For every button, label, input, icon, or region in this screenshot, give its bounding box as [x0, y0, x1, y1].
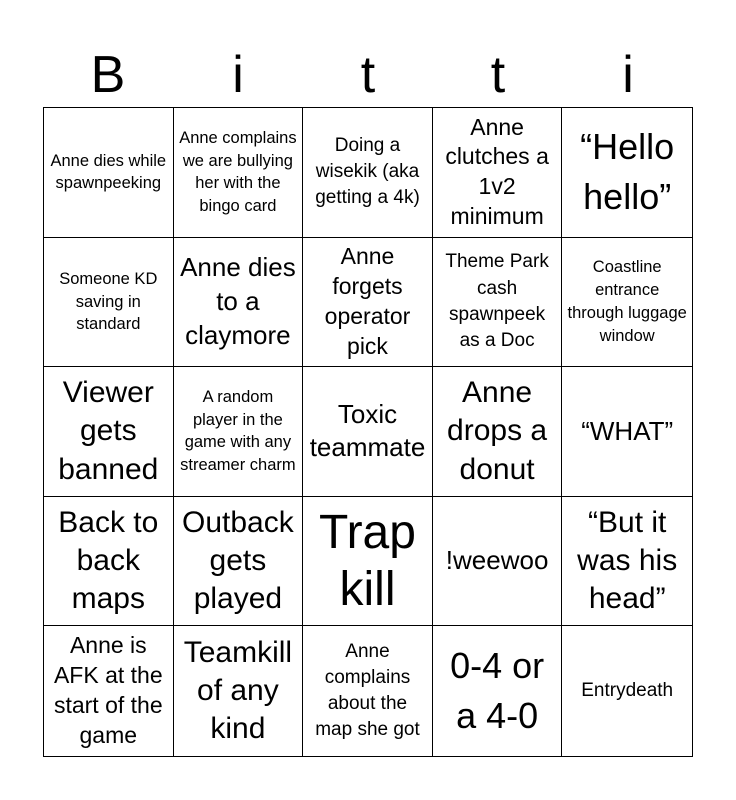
title-letter: i	[232, 46, 244, 104]
cell-text: 0-4 or a 4-0	[450, 644, 545, 737]
bingo-cell[interactable]	[562, 238, 692, 368]
title-letter: B	[90, 46, 126, 104]
cell-text: Anne dies to a claymore	[180, 252, 296, 350]
title-letter: t	[490, 46, 506, 104]
cell-text: Anne is AFK at the start of the game	[53, 632, 163, 749]
bingo-cell[interactable]	[433, 108, 563, 238]
cell-text: Outback gets played	[182, 505, 294, 616]
bingo-cell[interactable]	[433, 238, 563, 368]
bingo-board	[43, 107, 693, 757]
cell-text: Toxic teammate	[309, 398, 426, 463]
cell-text: A random player in the game with any streamer charm	[180, 387, 296, 475]
cell-text: Anne dies while spawnpeeking	[50, 151, 167, 193]
bingo-cell[interactable]	[44, 626, 174, 756]
cell-text: Anne forgets operator pick	[324, 243, 411, 359]
bingo-cell[interactable]	[303, 497, 433, 627]
cell-text: Anne complains we are bullying her with the bingo card	[179, 128, 297, 216]
cell-text: !weewoo	[445, 545, 549, 576]
bingo-cell[interactable]	[562, 108, 692, 238]
cell-text: Trap kill	[319, 505, 416, 617]
bingo-cell[interactable]	[174, 497, 304, 627]
bingo-cell[interactable]	[303, 108, 433, 238]
cell-text: Teamkill of any kind	[183, 636, 293, 746]
cell-text: “WHAT”	[581, 415, 674, 446]
cell-text: Anne drops a donut	[447, 376, 548, 486]
cell-text: Doing a wisekik (aka getting a 4k)	[315, 134, 420, 209]
bingo-cell[interactable]	[562, 497, 692, 627]
bingo-cell[interactable]	[44, 108, 174, 238]
title-letter: i	[622, 46, 634, 104]
cell-text: Anne clutches a 1v2 minimum	[445, 113, 549, 230]
bingo-cell[interactable]	[44, 367, 174, 497]
bingo-cell[interactable]	[303, 626, 433, 756]
cell-text: Entrydeath	[581, 680, 674, 702]
bingo-cell[interactable]	[303, 367, 433, 497]
bingo-cell[interactable]	[44, 497, 174, 627]
bingo-cell[interactable]	[562, 626, 692, 756]
bingo-cell[interactable]	[433, 497, 563, 627]
cell-text: Anne complains about the map she got	[315, 640, 420, 741]
cell-text: Coastline entrance through luggage window	[567, 258, 687, 345]
bingo-cell[interactable]	[44, 238, 174, 368]
title-letter: t	[360, 46, 376, 104]
bingo-cell[interactable]	[174, 367, 304, 497]
bingo-cell[interactable]	[174, 238, 304, 368]
cell-text: Theme Park cash spawnpeek as a Doc	[445, 251, 549, 352]
cell-text: “Hello hello”	[580, 125, 675, 218]
cell-text: Back to back maps	[58, 505, 159, 616]
bingo-cell[interactable]	[174, 108, 304, 238]
bingo-cell[interactable]	[433, 367, 563, 497]
bingo-cell[interactable]	[433, 626, 563, 756]
bingo-cell[interactable]	[562, 367, 692, 497]
bingo-cell[interactable]	[303, 238, 433, 368]
cell-text: Someone KD saving in standard	[59, 269, 158, 334]
bingo-cell[interactable]	[174, 626, 304, 756]
cell-text: “But it was his head”	[577, 505, 678, 616]
cell-text: Viewer gets banned	[58, 376, 159, 486]
bingo-title	[43, 42, 693, 108]
